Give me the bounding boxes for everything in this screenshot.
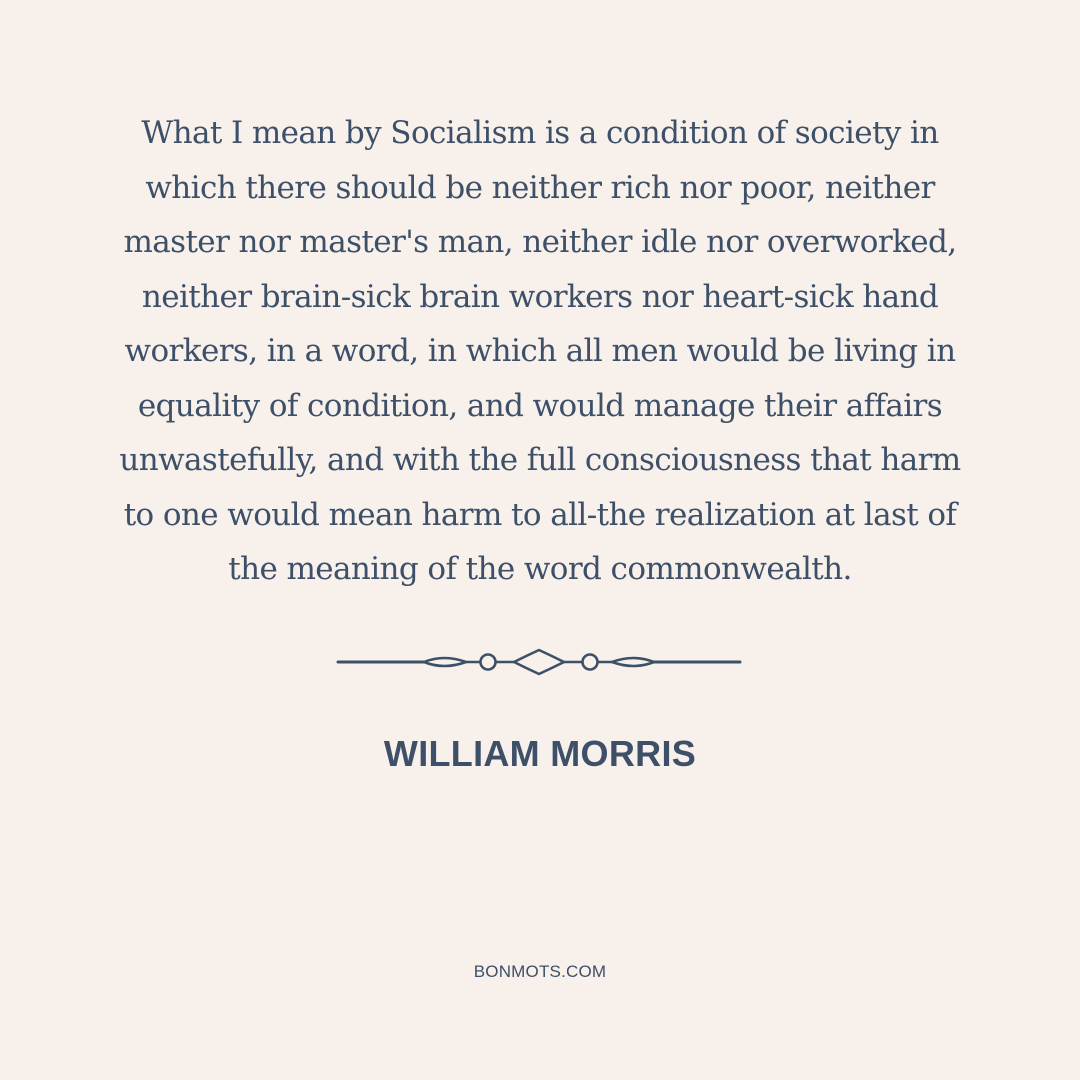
author-name: WILLIAM MORRIS [383,733,697,774]
quote-line: master nor master's man, neither idle nor overworked, [123,224,957,260]
quote-line: unwastefully, and with the full consciousness that harm [119,442,961,478]
quote-line: neither brain-sick brain workers nor heart-sick hand [141,278,939,315]
quote-line: What I mean by Socialism is a condition of society in [141,115,939,151]
ornamental-divider-icon [336,646,742,678]
quote-line: workers, in a word, in which all men would be living in [124,333,956,369]
site-watermark: BONMOTS.COM [473,962,607,981]
quote-text [90,106,990,597]
quote-line: the meaning of the word commonwealth. [228,551,852,587]
quote-line: equality of condition, and would manage their affairs [137,387,943,424]
quote-line: which there should be neither rich nor poor, neither [145,169,935,206]
quote-line: to one would mean harm to all-the realization at last of [123,496,957,533]
